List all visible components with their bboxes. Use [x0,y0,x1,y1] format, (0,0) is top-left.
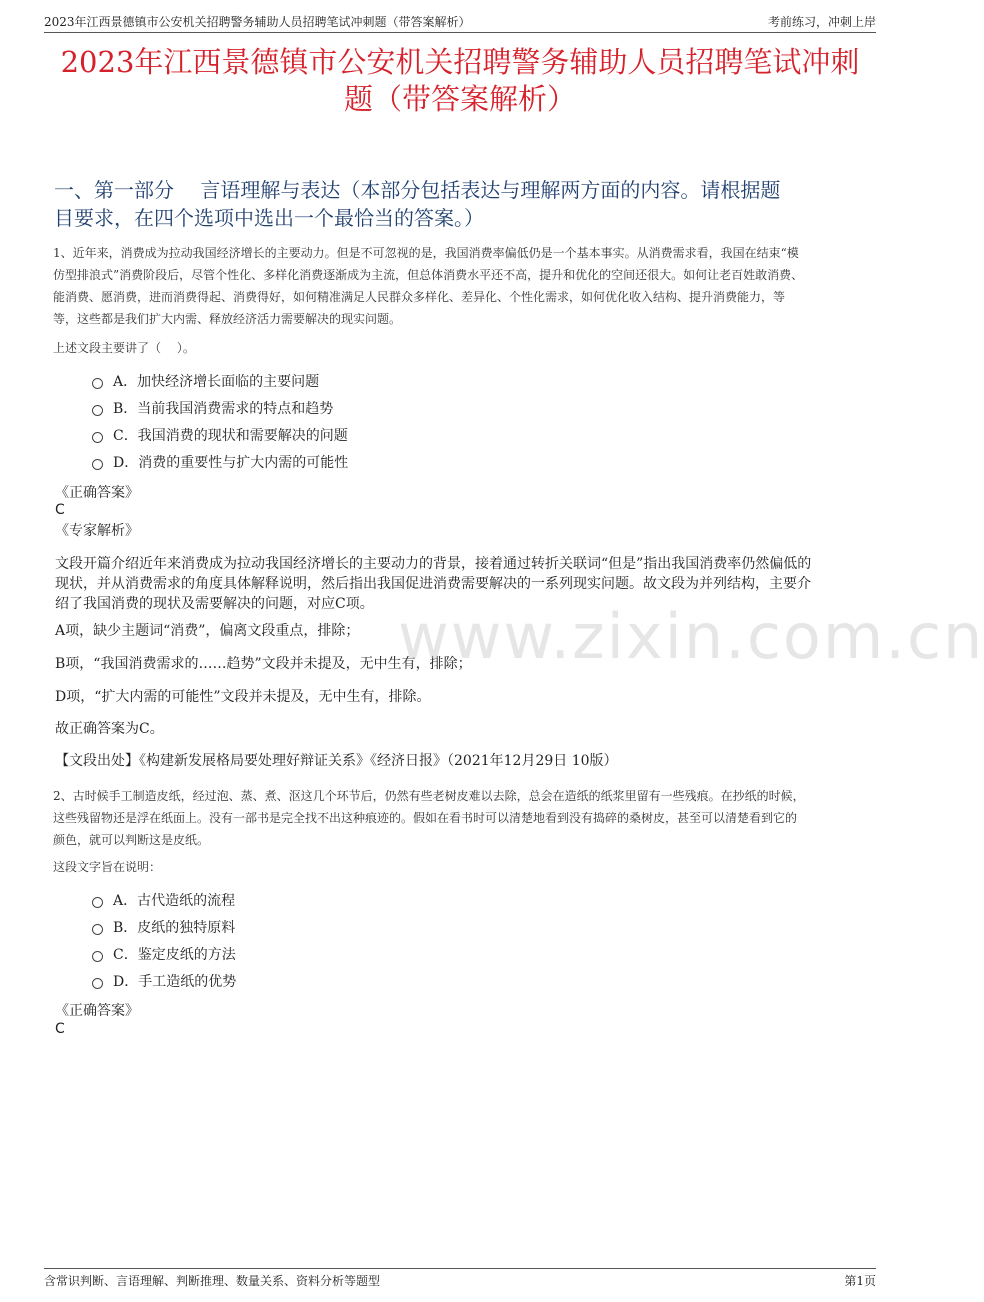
question-2-prompt: 这段文字旨在说明： [53,860,162,874]
radio-icon[interactable] [92,432,103,443]
option-label: A．加快经济增长面临的主要问题 [113,374,320,390]
analysis-conclusion: 故正确答案为C。 [55,721,164,737]
analysis-option-a: A项，缺少主题词“消费”，偏离文段重点，排除； [55,623,360,639]
analysis-option-b: B项，“我国消费需求的……趋势”文段并未提及，无中生有，排除； [55,656,472,672]
page-number: 第1页 [844,1274,876,1288]
passage-line: 1、近年来，消费成为拉动我国经济增长的主要动力。但是不可忽视的是，我国消费率偏低仍是一个基本事实。从消费需求看，我国在结束“模 [53,246,799,260]
watermark: www.zixin.com.cn [398,600,984,673]
page-footer [44,1268,876,1289]
title-line-2: 题（带答案解析） [343,82,576,116]
question-1-option-a[interactable] [92,372,319,392]
analysis-line: 现状，并从消费需求的角度具体解释说明，然后指出我国促进消费需要解决的一系列现实问题。故文段为并列结构，主要介 [55,576,811,592]
title-line-1: 2023年江西景德镇市公安机关招聘警务辅助人员招聘笔试冲刺 [60,45,860,79]
question-2-passage [53,785,870,851]
radio-icon[interactable] [92,924,103,935]
section-heading [54,176,870,232]
answer-value: C [55,502,65,518]
option-label: B．皮纸的独特原料 [113,920,236,936]
passage-line: 2、古时候手工制造皮纸，经过泡、蒸、煮、沤这几个环节后，仍然有些老树皮难以去除，总会在造纸的纸浆里留有一些残痕。在抄纸的时候， [53,789,805,803]
radio-icon[interactable] [92,978,103,989]
option-label: C．鉴定皮纸的方法 [113,947,236,963]
radio-icon[interactable] [92,951,103,962]
question-1-option-c[interactable] [92,426,348,446]
question-2-option-b[interactable] [92,918,235,938]
passage-line: 颜色，就可以判断这是皮纸。 [53,833,210,847]
question-1-passage [53,242,870,330]
radio-icon[interactable] [92,405,103,416]
question-2-option-a[interactable] [92,891,235,911]
passage-line: 这些残留物还是浮在纸面上。没有一部书是完全找不出这种痕迹的。假如在看书时可以清楚地看到没有捣碎的桑树皮，甚至可以清楚看到它的 [53,811,798,825]
question-1-prompt: 上述文段主要讲了（ ）。 [53,341,195,355]
radio-icon[interactable] [92,897,103,908]
analysis-option-d: D项，“扩大内需的可能性”文段并未提及，无中生有，排除。 [55,689,431,705]
answer-label: 《正确答案》 [55,1003,139,1019]
passage-line: 仿型排浪式”消费阶段后，尽管个性化、多样化消费逐渐成为主流，但总体消费水平还不高，提升和优化的空间还很大。如何让老百姓敢消费、 [53,268,804,282]
section-heading-line-2: 目要求，在四个选项中选出一个最恰当的答案。） [54,206,484,230]
option-label: D．消费的重要性与扩大内需的可能性 [113,455,349,471]
analysis-label: 《专家解析》 [55,523,139,539]
passage-source: 【文段出处】《构建新发展格局要处理好辩证关系》《经济日报》（2021年12月29日 10版） [55,753,618,769]
radio-icon[interactable] [92,378,103,389]
header-slogan: 考前练习，冲刺上岸 [767,15,876,29]
answer-label: 《正确答案》 [55,485,139,501]
question-1-option-d[interactable] [92,453,348,473]
option-label: A．古代造纸的流程 [113,893,236,909]
section-heading-line-1: 一、第一部分 言语理解与表达（本部分包括表达与理解两方面的内容。请根据题 [54,178,781,202]
analysis-line: 绍了我国消费的现状及需要解决的问题，对应C项。 [55,596,374,612]
option-label: B．当前我国消费需求的特点和趋势 [113,401,334,417]
radio-icon[interactable] [92,459,103,470]
analysis-line: 文段开篇介绍近年来消费成为拉动我国经济增长的主要动力的背景，接着通过转折关联词“但是”指出我国消费率仍然偏低的 [55,556,812,572]
option-label: D．手工造纸的优势 [113,974,237,990]
question-2-option-c[interactable] [92,945,236,965]
passage-line: 能消费、愿消费，进而消费得起、消费得好，如何精准满足人民群众多样化、差异化、个性化需求，如何优化收入结构、提升消费能力，等 [53,290,786,304]
footer-topics: 含常识判断、言语理解、判断推理、数量关系、资料分析等题型 [44,1274,381,1288]
passage-line: 等，这些都是我们扩大内需、释放经济活力需要解决的现实问题。 [53,312,402,326]
question-2-option-d[interactable] [92,972,236,992]
header-doc-title: 2023年江西景德镇市公安机关招聘警务辅助人员招聘笔试冲刺题（带答案解析） [44,15,471,29]
page-header [44,12,876,33]
option-label: C．我国消费的现状和需要解决的问题 [113,428,348,444]
answer-value: C [55,1021,65,1037]
question-1-option-b[interactable] [92,399,333,419]
document-title [40,44,880,118]
